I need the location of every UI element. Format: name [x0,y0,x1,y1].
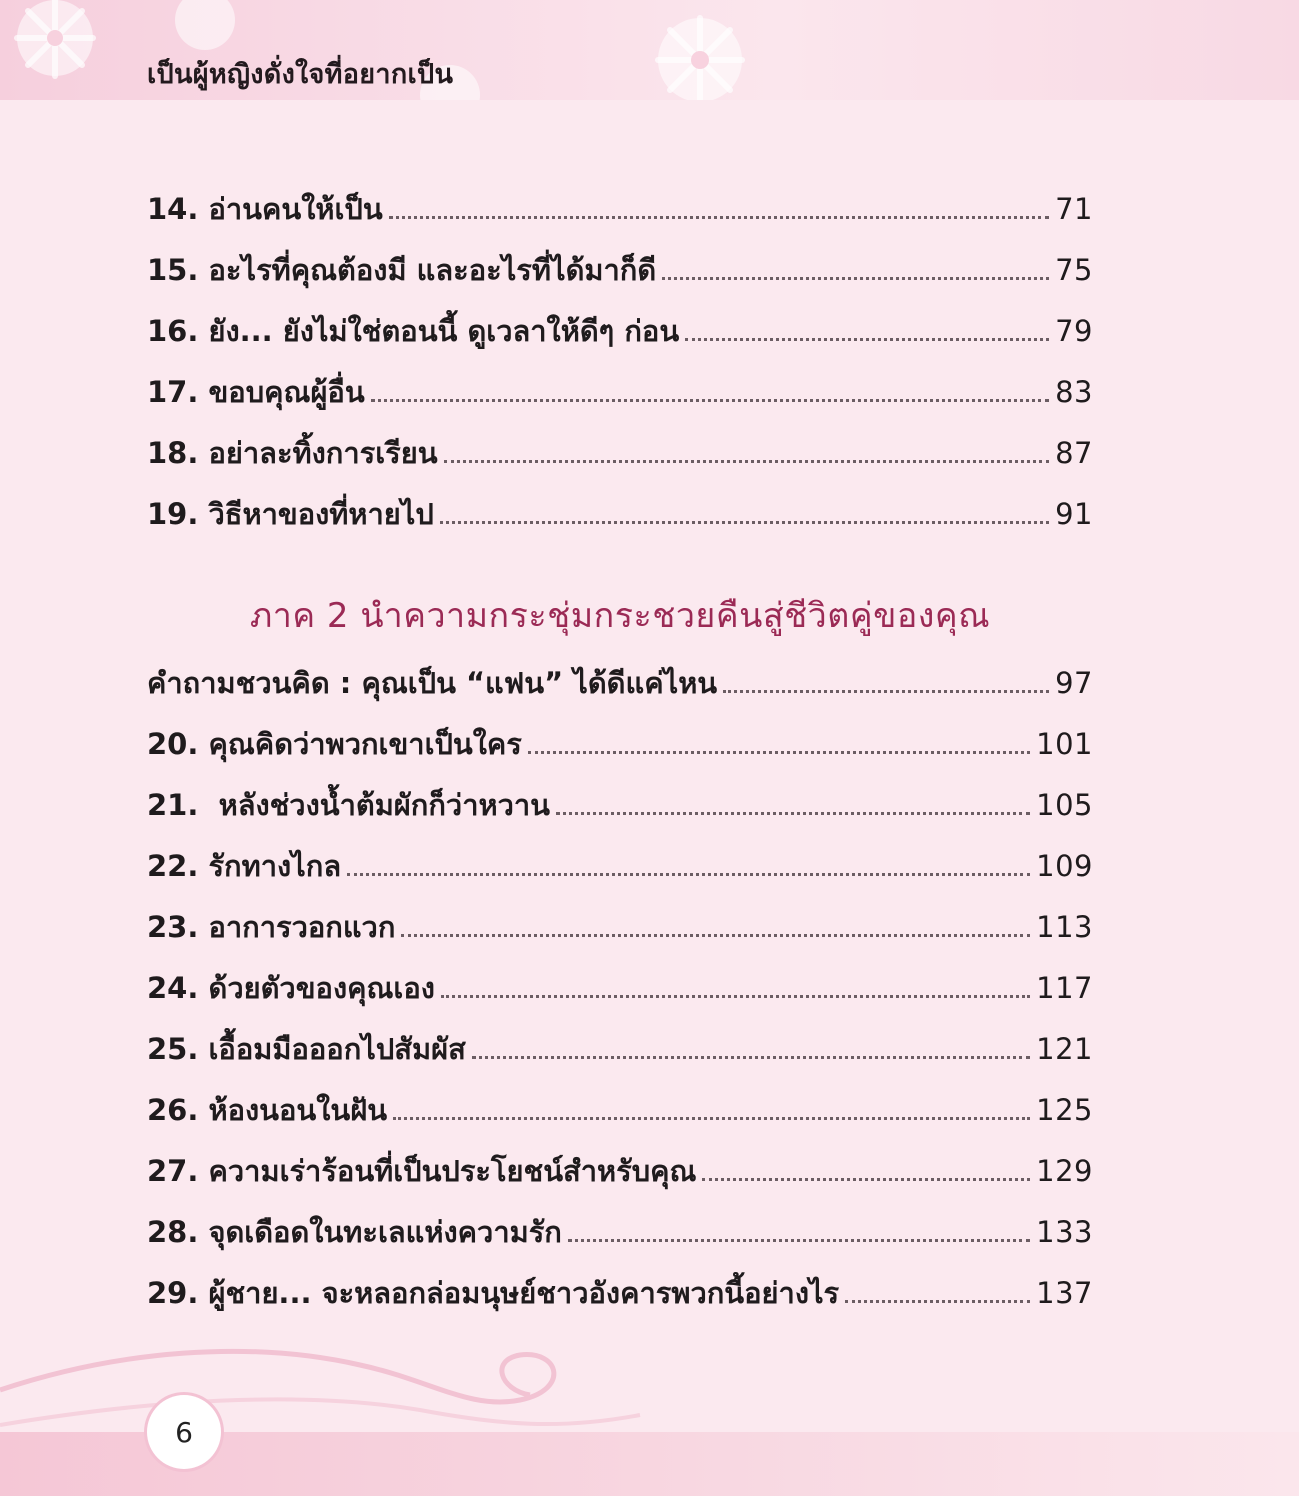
toc-entry-page: 109 [1036,848,1093,883]
toc-entry [147,1201,1093,1262]
toc-entry-page: 113 [1036,909,1093,944]
toc-dot-leader [568,1239,1030,1242]
toc-entry-number: 21. [147,787,219,822]
toc-dot-leader [347,873,1030,876]
toc-dot-leader [401,934,1030,937]
toc-entry-number: 16. [147,313,209,348]
toc-entry-page: 79 [1055,313,1093,348]
toc-list-part1 [147,178,1093,544]
toc-entry-title: คุณคิดว่าพวกเขาเป็นใคร [208,726,522,761]
toc-entry-number: 28. [147,1214,209,1249]
toc-entry-page: 121 [1036,1031,1093,1066]
toc-entry-title: คำถามชวนคิด : คุณเป็น “แฟน” ได้ดีแค่ไหน [147,665,718,700]
toc-entry-page: 97 [1055,665,1093,700]
toc-dot-leader [440,521,1049,524]
toc-dot-leader [389,216,1049,219]
toc-entry-page: 91 [1055,496,1093,531]
toc-entry-number: 19. [147,496,209,531]
toc-dot-leader [441,995,1030,998]
toc-entry-page: 83 [1055,374,1093,409]
toc-entry-title: อะไรที่คุณต้องมี และอะไรที่ได้มาก็ดี [208,252,657,287]
toc-entry-title: อย่าละทิ้งการเรียน [208,435,438,470]
toc-entry-page: 105 [1036,787,1093,822]
running-head: เป็นผู้หญิงดั่งใจที่อยากเป็น [147,59,454,90]
toc-entry [147,896,1093,957]
toc-dot-leader [662,277,1049,280]
toc-dot-leader [702,1178,1030,1181]
toc-entry-page: 117 [1036,970,1093,1005]
toc-entry-title: ขอบคุณผู้อื่น [208,374,365,409]
toc-entry-number: 29. [147,1275,209,1310]
toc-dot-leader [393,1117,1030,1120]
toc-entry-title: จุดเดือดในทะเลแห่งความรัก [208,1214,562,1249]
toc-entry [147,652,1093,713]
toc-entry [147,483,1093,544]
toc-dot-leader [556,812,1030,815]
toc-entry [147,774,1093,835]
toc-entry-number: 14. [147,191,209,226]
toc-entry-page: 137 [1036,1275,1093,1310]
part-heading: ภาค 2 นำความกระชุ่มกระชวยคืนสู่ชีวิตคู่ของคุณ [249,596,991,636]
toc-entry [147,1140,1093,1201]
toc-entry-page: 75 [1055,252,1093,287]
toc-dot-leader [528,751,1030,754]
toc-entry-title: อาการวอกแวก [208,909,396,944]
toc-entry-number: 15. [147,252,209,287]
toc-entry [147,1018,1093,1079]
toc-entry [147,361,1093,422]
toc-entry-number: 26. [147,1092,209,1127]
toc-entry-title: ด้วยตัวของคุณเอง [208,970,435,1005]
swirl-decoration [0,1330,700,1440]
toc-entry-title: อ่านคนให้เป็น [208,191,383,226]
toc-entry-page: 87 [1055,435,1093,470]
toc-dot-leader [444,460,1050,463]
toc-entry [147,957,1093,1018]
toc-entry [147,300,1093,361]
toc-entry-title: วิธีหาของที่หายไป [208,496,434,531]
toc-entry-page: 71 [1055,191,1093,226]
toc-entry-title: รักทางไกล [208,848,342,883]
toc-entry-number: 18. [147,435,209,470]
toc-entry [147,178,1093,239]
toc-entry-number: 25. [147,1031,209,1066]
toc-entry-title: ห้องนอนในฝัน [208,1092,388,1127]
toc-entry [147,1079,1093,1140]
toc-entry-page: 129 [1036,1153,1093,1188]
toc-entry-number: 24. [147,970,209,1005]
toc-entry-title: หลังช่วงน้ำต้มผักก็ว่าหวาน [218,787,550,822]
toc-entry [147,1262,1093,1323]
toc-entry-title: ความเร่าร้อนที่เป็นประโยชน์สำหรับคุณ [208,1153,697,1188]
toc-entry [147,239,1093,300]
toc-entry-title: เอื้อมมือออกไปสัมผัส [208,1031,466,1066]
toc-entry-number: 17. [147,374,209,409]
toc-entry-number: 23. [147,909,209,944]
toc-entry-number: 27. [147,1153,209,1188]
toc-entry-number: 20. [147,726,209,761]
toc-list-part2 [147,652,1093,1323]
page-number: 6 [147,1395,221,1469]
toc-entry [147,713,1093,774]
toc-dot-leader [472,1056,1030,1059]
toc-entry-title: ผู้ชาย... จะหลอกล่อมนุษย์ชาวอังคารพวกนี้อย่างไร [208,1275,840,1310]
toc-entry [147,422,1093,483]
toc-entry-title: ยัง... ยังไม่ใช่ตอนนี้ ดูเวลาให้ดีๆ ก่อน [208,313,680,348]
toc-entry-number: 22. [147,848,209,883]
toc-dot-leader [685,338,1049,341]
toc-dot-leader [371,399,1049,402]
toc-entry-page: 101 [1036,726,1093,761]
toc-entry-page: 133 [1036,1214,1093,1249]
toc-entry [147,835,1093,896]
toc-dot-leader [845,1300,1030,1303]
toc-entry-page: 125 [1036,1092,1093,1127]
toc-dot-leader [723,690,1049,693]
